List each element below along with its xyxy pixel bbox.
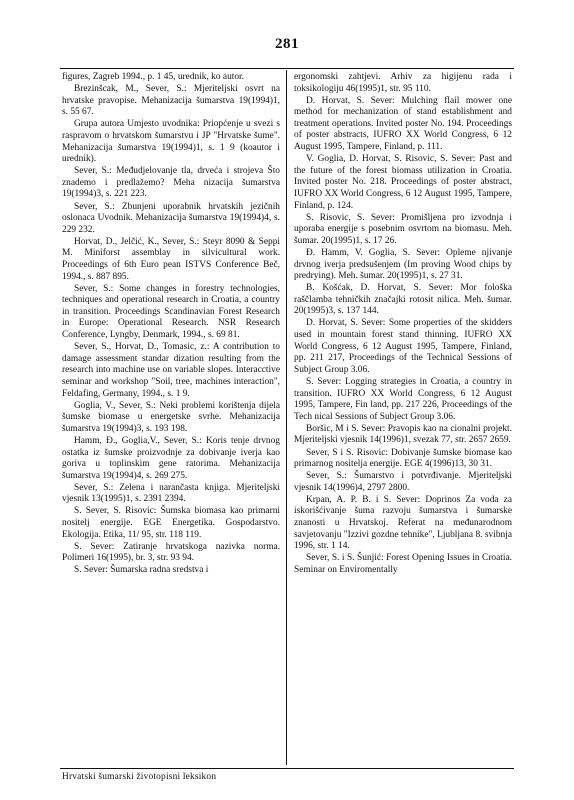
- bibliography-entry: Grupa autora Umjesto uvodnika: Priopćenje u svezi s raspravom o hrvatskom šumarstvu i JP "Hrvatske šume". Mehanizacija šumarstva 19(1994)1, s. 1 9 (koautor i urednik).: [62, 119, 280, 165]
- footer-rule: [60, 768, 514, 769]
- bibliography-entry: D. Horvat, S. Sever: Some properties of the skidders used in mountain forest stand thinning. IUFRO XX World Congress, 6 12 August 1995, Tampere, Finland, pp. 211 217, Proceedings of the Technical Sessions of Subject Group 3.06.: [294, 318, 512, 375]
- bibliography-entry: Goglia, V., Sever, S.: Neki problemi korištenja dijela šumske biomase u energetske svrhe. Mehanizacija šumarstva 19(1994)3, s. 193 198.: [62, 400, 280, 434]
- bibliography-entry: S. Risovic, S. Sever: Promišljena pro izvodnja i uporaba energije s posebnim osvrtom na biomasu. Meh. šumar. 20(1995)1, s. 17 26.: [294, 212, 512, 246]
- right-column: [294, 72, 512, 577]
- bibliography-entry: Sever, S.: Šumarstvo i potvrđivanje. Mjeriteljski vjesnik 14(1996)4, 2797 2800.: [294, 471, 512, 493]
- bibliography-entry: Đ. Hamm, V. Goglia, S. Sever: Opleme njivanje drvnog iverja predsušenjem (Im proving Wood chips by predrying). Meh. šumar. 20(1995)1, s. 27 31.: [294, 247, 512, 282]
- bibliography-entry: Sever, S., Horvat, D., Tomasic, z.: A contribution to damage assessment standar dization resulting from the research into machine use on variable slopes. Interacctive seminar and workshop "Soil, tree, machines interaction", Feldafing, Germany, 1994., s. 1 9.: [62, 342, 280, 399]
- bibliography-entry: B. Košćak, D. Horvat, S. Sever: Mor fološka raščlamba tehničkih značajki rotosit nilica. Meh. šumar. 20(1995)3, s. 137 144.: [294, 283, 512, 317]
- bibliography-entry: Sever, S.: Some changes in forestry technologies, techniques and operational research in Croatia, a country in transition. Proceedings Scandinavian Forest Research in Europe: Operational Research. NSR Research Conference, Lyngby, Denmark, 1994., s. 69 81.: [62, 283, 280, 341]
- left-column: [62, 72, 280, 578]
- header-rule: [60, 68, 514, 69]
- bibliography-entry: Sever, S.: Zelena i narančasta knjiga. Mjeriteljski vjesnik 13(1995)1, s. 2391 2394.: [62, 482, 280, 505]
- bibliography-entry: Krpan, A. P. B. i S. Sever: Doprinos Za voda za iskorišćivanje šuma razvoju šumarstva i šumarske znanosti u Hrvatskoj. Referat na međunarodnom savjetovanju "Izzivi gozdne tehnike", Ljubljana 8. svibnja 1996, str. 1 14.: [294, 494, 512, 552]
- bibliography-entry: Boršic, M i S. Sever: Pravopis kao na cionalni projekt. Mjeriteljski vjesnik 14(1996)1, svezak 77, str. 2657 2659.: [294, 423, 512, 446]
- bibliography-entry: S. Sever: Zatiranje hrvatskoga nazivka norma. Polimeri 16(1995), br. 3, str. 93 94.: [62, 541, 280, 564]
- bibliography-entry: figures, Zagreb 1994., p. 1 45, urednik, ko autor.: [62, 72, 244, 82]
- bibliography-entry: D. Horvat, S. Sever: Mulching flail mower one method for mechanization of stand establishment and treatment operations. Invited poster No. 194. Proceedings of poster abstracts, IUFRO XX World Congress, 6 12 August 1995, Tampere, Finland, p. 111.: [294, 95, 512, 153]
- bibliography-entry: V. Goglia, D. Horvat, S. Risovic, S. Sever: Past and the future of the forest biomass utilization in Croatia. Invited poster No. 218. Proceedings of poster abstract, IUFRO XX World Congress, 6 12 August 1995, Tampere, Finland, p. 124.: [294, 154, 512, 211]
- bibliography-entry: Sever, S.: Međudjelovanje tla, drveća i strojeva Što znademo i predlažemo? Meha nizacija šumarstva 19(1994)3, s. 221 223.: [62, 166, 280, 200]
- bibliography-entry: Sever, S.: Zbunjeni uporabnik hrvatskih jezičnih oslonaca Uvodnik. Mehanizacija šumarstva 19(1994)4, s. 229 232.: [62, 201, 280, 235]
- bibliography-entry: Brezinšcak, M., Sever, S.: Mjeriteljski osvrt na hrvatske pravopise. Mehanizacija šumarstva 19(1994)1, s. 55 67.: [62, 84, 280, 118]
- bibliography-entry: Hamm, Đ., Goglia,V., Sever, S.: Koris tenje drvnog ostatka iz šumske proizvodnje za dobivanje iverja kao goriva u toplinskim gene ratorima. Mehanizacija šumarstva 19(1994)4, s. 269 275.: [62, 435, 280, 481]
- bibliography-entry: S. Sever, S. Risovic: Šumska biomasa kao primarni nositelj energije. EGE Energetika. Gospodarstvo. Ekologija. Etika, 11/ 95, str. 118 119.: [62, 506, 280, 540]
- bibliography-entry: Horvat, D., Jelčić, K., Sever, S.: Steyr 8090 & Seppi M. Miniforst assemblay in silvicultural work. Proceedings of 6th Euro pean ISTVS Conference Beč, 1994., s. 887 895.: [62, 236, 280, 282]
- bibliography-entry: Sever, S i S. Risovic: Dobivanje šumske biomase kao primarnog nositelja energije. EGE 4(1996)13, 30 31.: [294, 447, 512, 470]
- bibliography-entry: ergonomski zahtjevi. Arhiv za higijenu rada i toksikologiju 46(1995)1, str. 95 110.: [294, 72, 512, 94]
- column-divider: [286, 70, 287, 765]
- footer-title: Hrvatski šumarski životopisni leksikon: [62, 772, 217, 782]
- page-number: 281: [275, 36, 299, 52]
- bibliography-entry: S. Sever: Šumarska radna sredstva i: [74, 565, 209, 576]
- bibliography-entry: Sever, S. i S. Šunjić: Forest Opening Issues in Croatia. Seminar on Enviromentally: [294, 553, 512, 575]
- bibliography-entry: S. Sever: Logging strategies in Croatia, a country in transition. IUFRO XX World Congress, 6 12 August 1995, Tampere, Fin land, pp. 217 226, Proceedings of the Tech nical Sessions of Subject Group 3.06.: [294, 376, 512, 422]
